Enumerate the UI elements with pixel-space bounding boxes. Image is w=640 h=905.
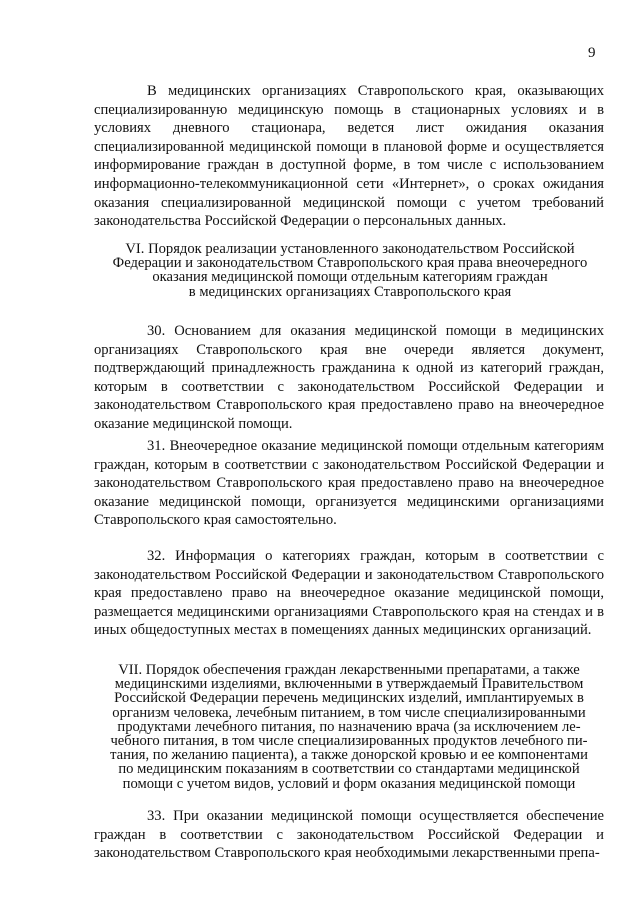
heading-line: продуктами лечебного питания, по назначению врача (за исключением ле- <box>117 718 581 735</box>
heading-line: оказания медицинской помощи отдельным категориям граждан <box>152 269 548 286</box>
section-heading-vi <box>100 242 600 299</box>
heading-line: помощи с учетом видов, условий и форм оказания медицинской помощи <box>122 775 576 792</box>
heading-line: VII. Порядок обеспечения граждан лекарственными препаратами, а также <box>118 662 580 678</box>
heading-line: VI. Порядок реализации установленного законодательством Российской <box>125 241 575 257</box>
paragraph-waiting-list: В медицинских организациях Ставропольского края, оказывающих специализированную медицинскую помощь в стационарных условиях и в условиях дневного стационара, ведется лист ожидания оказания специализированной медицинской помощи в плановой форме и осуществляется информирование граждан в доступной форме, в том числе с использованием информационно-телекоммуникационной сети «Интернет», о сроках ожидания оказания специализированной медицинской помощи с учетом требований законодательства Российской Федерации о персональных данных. <box>94 83 604 230</box>
heading-line: тания, по желанию пациента), а также донорской кровью и ее компонентами <box>110 747 588 764</box>
heading-line: по медицинским показаниям в соответствии со стандартами медицинской <box>118 761 580 778</box>
paragraph-32: 32. Информация о категориях граждан, которым в соответствии с законодательством Российской Федерации и законодательством Ставропольского края предоставлено право на внеочередное оказание медицинской помощи, размещается медицинскими организациями Ставропольского края на стендах и в иных общедоступных местах в помещениях данных медицинских организаций. <box>94 548 604 639</box>
paragraph-33: 33. При оказании медицинской помощи осуществляется обеспечение граждан в соответствии с законодательством Российской Федерации и законодательством Ставропольского края необходимыми лекарственными препа- <box>94 808 604 862</box>
heading-line: Федерации и законодательством Ставропольского края права внеочередного <box>112 255 588 272</box>
heading-line: организм человека, лечебным питанием, в том числе специализированными <box>112 704 586 721</box>
heading-line: медицинскими изделиями, включенными в утверждаемый Правительством <box>114 676 584 693</box>
section-heading-vii <box>98 663 600 791</box>
paragraph-30: 30. Основанием для оказания медицинской помощи в медицинских организациях Ставропольского края вне очереди является документ, подтверждающий принадлежность гражданина к одной из категорий граждан, которым в соответствии с законодательством Российской Федерации и законодательством Ставропольского края предоставлено право на внеочередное оказание медицинской помощи. <box>94 323 604 432</box>
paragraph-31: 31. Внеочередное оказание медицинской помощи отдельным категориям граждан, которым в соответствии с законодательством Российской Федерации и законодательством Ставропольского края предоставлено право на внеочередное оказание медицинской помощи, организуется медицинскими организациями Ставропольского края самостоятельно. <box>94 438 604 529</box>
heading-line: Российской Федерации перечень медицинских изделий, имплантируемых в <box>114 690 584 707</box>
page-number: 9 <box>588 45 596 61</box>
heading-line: чебного питания, в том числе специализированных продуктов лечебного пи- <box>110 733 588 750</box>
heading-line: в медицинских организациях Ставропольского края <box>188 283 512 300</box>
